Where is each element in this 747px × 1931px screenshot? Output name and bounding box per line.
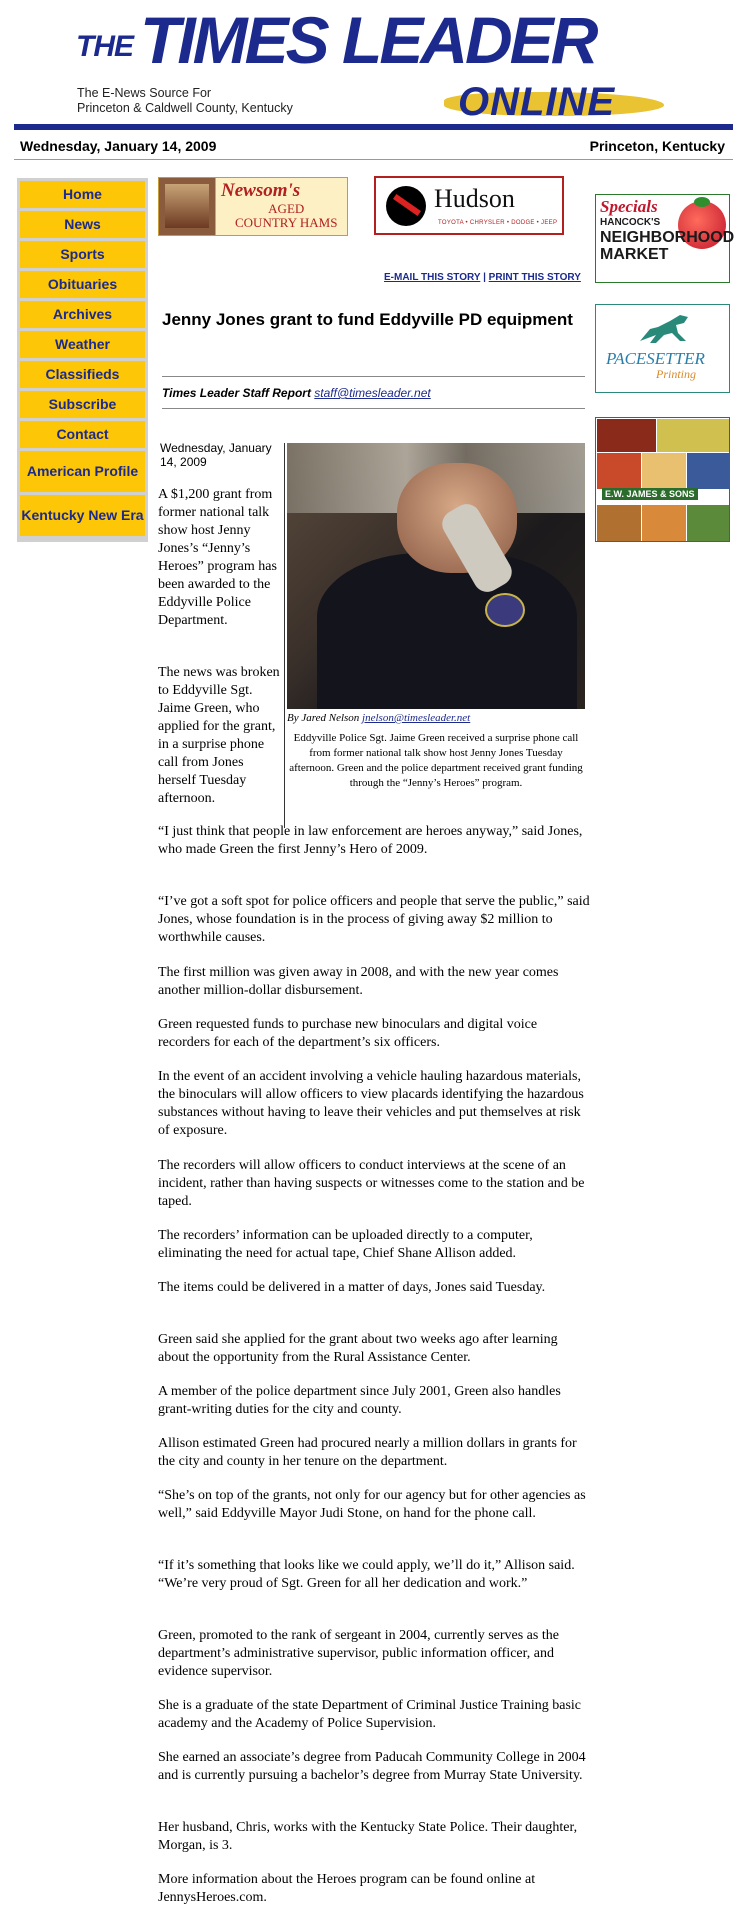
article-paragraph: A member of the police department since July 2001, Green also handles grant-writing duties for the city and county.: [158, 1384, 561, 1417]
hudson-swoosh: [393, 194, 421, 216]
article-paragraph: In the event of an accident involving a vehicle hauling hazardous materials, the binoculars will allow officers to view placards identifying the hazardous substances without having to leave their vehicles and put themselves at risk of exposure.: [158, 1069, 584, 1138]
ad-hancocks-market[interactable]: [595, 194, 735, 283]
ad-newsoms-subtitle: [235, 202, 337, 230]
article-paragraph: “I just think that people in law enforcement are heroes anyway,” said Jones, who made Green the first Jenny’s Hero of 2009.: [158, 824, 583, 857]
story-tools-separator: |: [480, 272, 489, 283]
tagline-line-2: Princeton & Caldwell County, Kentucky: [77, 101, 293, 115]
article-paragraph: She is a graduate of the state Department of Criminal Justice Training basic academy and the Academy of Police Supervision.: [158, 1698, 582, 1731]
photo-credit-email-link[interactable]: jnelson@timesleader.net: [362, 712, 471, 724]
article-paragraph: “She’s on top of the grants, not only for our agency but for other agencies as well,” said Eddyville Mayor Judi Stone, on hand for the phone call.: [158, 1488, 586, 1521]
article-paragraph: Green said she applied for the grant about two weeks ago after learning about the opportunity from the Rural Assistance Center.: [158, 1332, 558, 1365]
nav-kentucky-new-era[interactable]: Kentucky New Era: [20, 495, 145, 536]
article-headline: Jenny Jones grant to fund Eddyville PD equipment: [162, 310, 573, 329]
article-paragraph: Her husband, Chris, works with the Kentucky State Police. Their daughter, Morgan, is 3.: [158, 1820, 578, 1853]
ad-newsoms-title: Newsom's: [221, 180, 301, 201]
ad-newsoms-line-aged: AGED: [268, 201, 305, 216]
nav-news[interactable]: News: [20, 211, 145, 238]
grocery-promo-image: [656, 418, 730, 454]
article-paragraph: The news was broken to Eddyville Sgt. Jaime Green, who applied for the grant, in a surprise phone call from Jones herself Tuesday afternoon.: [158, 665, 280, 806]
tagline-line-1: The E-News Source For: [77, 86, 212, 100]
byline-author: Times Leader Staff Report: [162, 386, 311, 400]
masthead: [0, 0, 747, 128]
ad-hudson-name: Hudson: [434, 184, 515, 213]
nav-american-profile[interactable]: American Profile: [20, 451, 145, 492]
horse-icon: [636, 311, 696, 345]
ad-pacesetter-name: PACESETTER: [606, 349, 705, 368]
grocery-produce-image: [596, 452, 643, 490]
article-paragraph: She earned an associate’s degree from Paducah Community College in 2004 and is currently pursuing a bachelor’s degree from Murray State University.: [158, 1750, 586, 1783]
date-bar: [0, 134, 747, 160]
ad-hancock-line-1: NEIGHBORHOOD: [600, 229, 735, 246]
photo-caption: Eddyville Police Sgt. Jaime Green received a surprise phone call from former national talk show host Jenny Jones Tuesday afternoon. Green and the police department received grant funding through the “Jenny’s Heroes” program.: [289, 732, 583, 789]
article-paragraph: The first million was given away in 2008, and with the new year comes another million-dollar disbursement.: [158, 965, 559, 998]
ad-hudson[interactable]: [374, 176, 564, 235]
article-paragraph: Green requested funds to purchase new binoculars and digital voice recorders for each of the department’s six officers.: [158, 1017, 538, 1050]
logo-online: [444, 80, 674, 124]
nav-classifieds[interactable]: Classifieds: [20, 361, 145, 388]
ad-hancock-title: [600, 229, 734, 263]
ad-newsoms-hams[interactable]: [158, 177, 348, 236]
tagline: [77, 86, 293, 116]
article-photo: [287, 443, 585, 709]
grocery-drinks-image: [686, 452, 730, 490]
grocery-snacks-image: [596, 504, 643, 542]
ad-newsoms-photo: [165, 184, 209, 228]
location-label: Princeton, Kentucky: [589, 138, 725, 154]
ad-grocery-name: E.W. JAMES & SONS: [602, 488, 698, 500]
photo-credit: [287, 712, 470, 724]
article-paragraph: A $1,200 grant from former national talk show host Jenny Jones’s “Jenny’s Heroes” program has been awarded to the Eddyville Police Department.: [158, 487, 277, 628]
masthead-rule: [14, 124, 733, 130]
photo-jacket: [317, 553, 577, 709]
email-story-link[interactable]: E-MAIL THIS STORY: [384, 272, 481, 283]
ad-pacesetter-sub: Printing: [656, 367, 697, 381]
date-bar-rule: [14, 159, 733, 160]
article-date: Wednesday, January 14, 2009: [160, 441, 272, 469]
print-story-link[interactable]: PRINT THIS STORY: [488, 272, 581, 283]
article-paragraph: The items could be delivered in a matter of days, Jones said Tuesday.: [158, 1280, 546, 1295]
ad-newsoms-line-hams: COUNTRY HAMS: [235, 215, 338, 230]
nav-archives[interactable]: Archives: [20, 301, 145, 328]
grocery-bread-image: [641, 452, 688, 490]
byline-email-link[interactable]: staff@timesleader.net: [314, 386, 431, 400]
article-paragraph: Green, promoted to the rank of sergeant in 2004, currently serves as the department’s administrative supervisor, public information officer, and evidence supervisor.: [158, 1628, 559, 1679]
nav-weather[interactable]: Weather: [20, 331, 145, 358]
ad-hancock-line-2: MARKET: [600, 246, 669, 263]
nav-contact[interactable]: Contact: [20, 421, 145, 448]
nav-home[interactable]: Home: [20, 181, 145, 208]
article-paragraph: Allison estimated Green had procured nearly a million dollars in grants for the city and county in her tenure on the department.: [158, 1436, 577, 1469]
ad-pacesetter-printing[interactable]: [595, 304, 730, 393]
tomato-leaf-icon: [694, 197, 710, 207]
photo-credit-name: By Jared Nelson: [287, 712, 360, 724]
hudson-logo-icon: [386, 186, 426, 226]
logo-the: THE: [76, 30, 133, 63]
nav-subscribe[interactable]: Subscribe: [20, 391, 145, 418]
byline-rule-top: [162, 376, 585, 377]
grocery-chicken-image: [641, 504, 688, 542]
ad-hancock-specials: Specials: [600, 197, 658, 216]
site-logo[interactable]: TIMES LEADER: [140, 3, 596, 77]
ad-grocery-weekly[interactable]: [595, 417, 730, 542]
police-badge-icon: [485, 593, 525, 627]
article-paragraph: “I’ve got a soft spot for police officers and people that serve the public,” said Jones, whose foundation is in the process of giving away $2 million to worthwhile causes.: [158, 894, 590, 945]
grocery-veg-image: [686, 504, 730, 542]
current-date: Wednesday, January 14, 2009: [20, 138, 217, 154]
logo-online-text: ONLINE: [458, 80, 616, 124]
ad-hudson-brands: TOYOTA • CHRYSLER • DODGE • JEEP: [438, 220, 558, 226]
byline-rule-bottom: [162, 408, 585, 409]
nav-obituaries[interactable]: Obituaries: [20, 271, 145, 298]
article-paragraph: The recorders will allow officers to conduct interviews at the scene of an incident, rather than having suspects or witnesses come to the station and be taped.: [158, 1158, 585, 1209]
byline: [162, 386, 431, 400]
grocery-meat-image: [596, 418, 658, 454]
nav-sports[interactable]: Sports: [20, 241, 145, 268]
article-paragraph: “If it’s something that looks like we could apply, we’ll do it,” Allison said. “We’re very proud of Sgt. Green for all her dedication and work.”: [158, 1558, 575, 1591]
column-divider: [284, 443, 285, 828]
ad-hancock-name: HANCOCK'S: [600, 217, 661, 228]
article-paragraph: More information about the Heroes program can be found online at JennysHeroes.com.: [158, 1872, 536, 1905]
article-paragraph: The recorders’ information can be uploaded directly to a computer, eliminating the need for actual tape, Chief Shane Allison added.: [158, 1228, 533, 1261]
story-tools: [384, 272, 581, 283]
sidebar-nav: [17, 178, 148, 542]
